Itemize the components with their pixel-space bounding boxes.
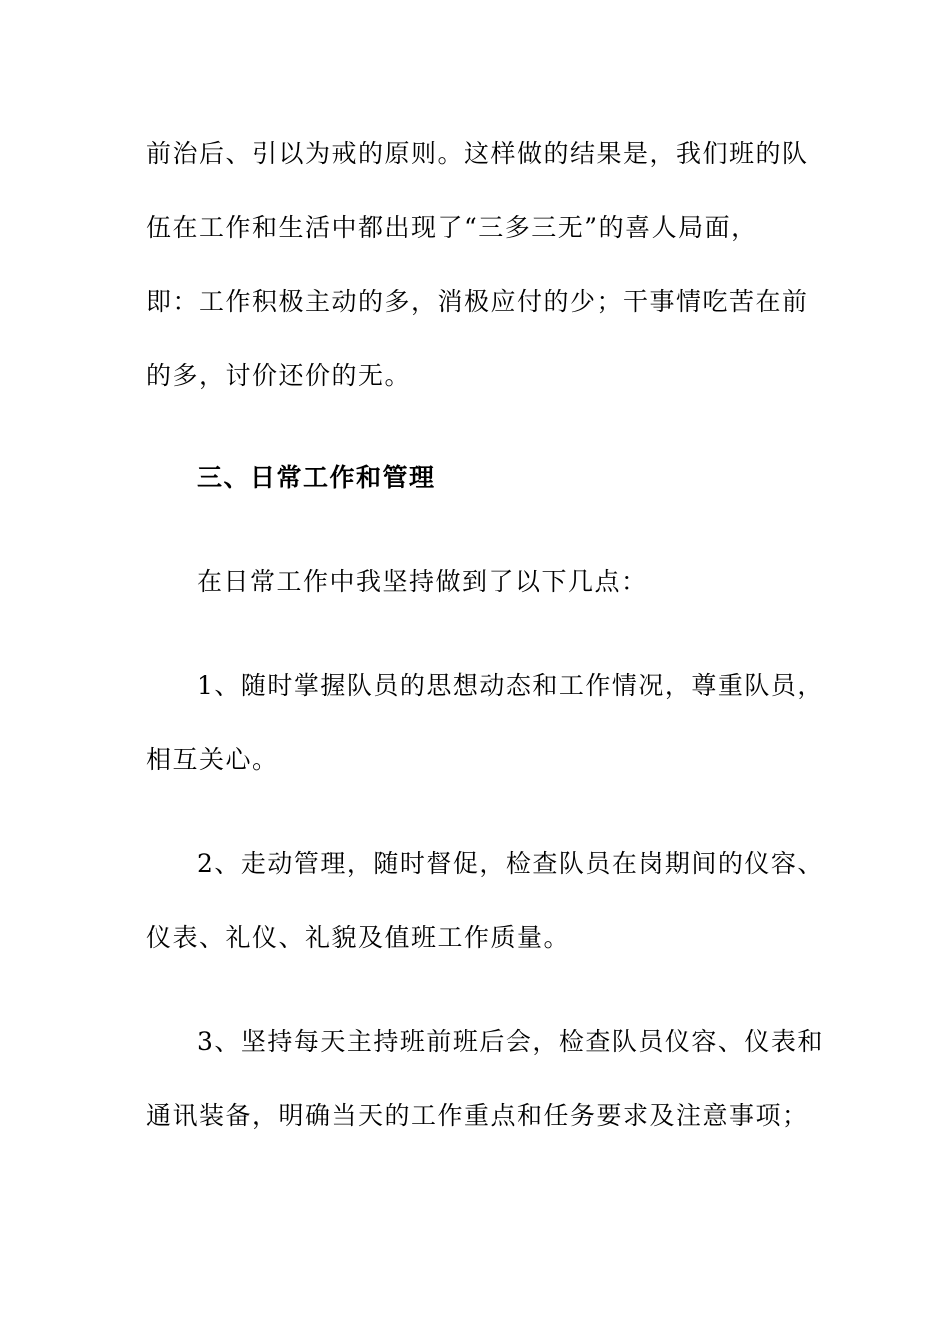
list-item-line: 仪表、礼仪、礼貌及值班工作质量。 — [146, 923, 571, 952]
intro-text: 在日常工作中我坚持做到了以下几点： — [197, 567, 648, 596]
paragraph-line: 前治后、引以为戒的原则。这样做的结果是，我们班的队 — [146, 139, 809, 168]
paragraph-line: 的多，讨价还价的无。 — [146, 361, 412, 390]
list-item-line: 相互关心。 — [146, 745, 279, 774]
section-heading: 三、日常工作和管理 — [197, 463, 436, 492]
list-item-line: 3、坚持每天主持班前班后会，检查队员仪容、仪表和 — [197, 1027, 824, 1056]
list-item-line: 2、走动管理，随时督促，检查队员在岗期间的仪容、 — [197, 849, 824, 878]
paragraph-line: 伍在工作和生活中都出现了“三多三无”的喜人局面， — [146, 213, 758, 242]
list-item-line: 通讯装备，明确当天的工作重点和任务要求及注意事项； — [146, 1101, 809, 1130]
list-item-line: 1、随时掌握队员的思想动态和工作情况，尊重队员， — [197, 671, 824, 700]
paragraph-line: 即：工作积极主动的多，消极应付的少；干事情吃苦在前 — [146, 287, 809, 316]
